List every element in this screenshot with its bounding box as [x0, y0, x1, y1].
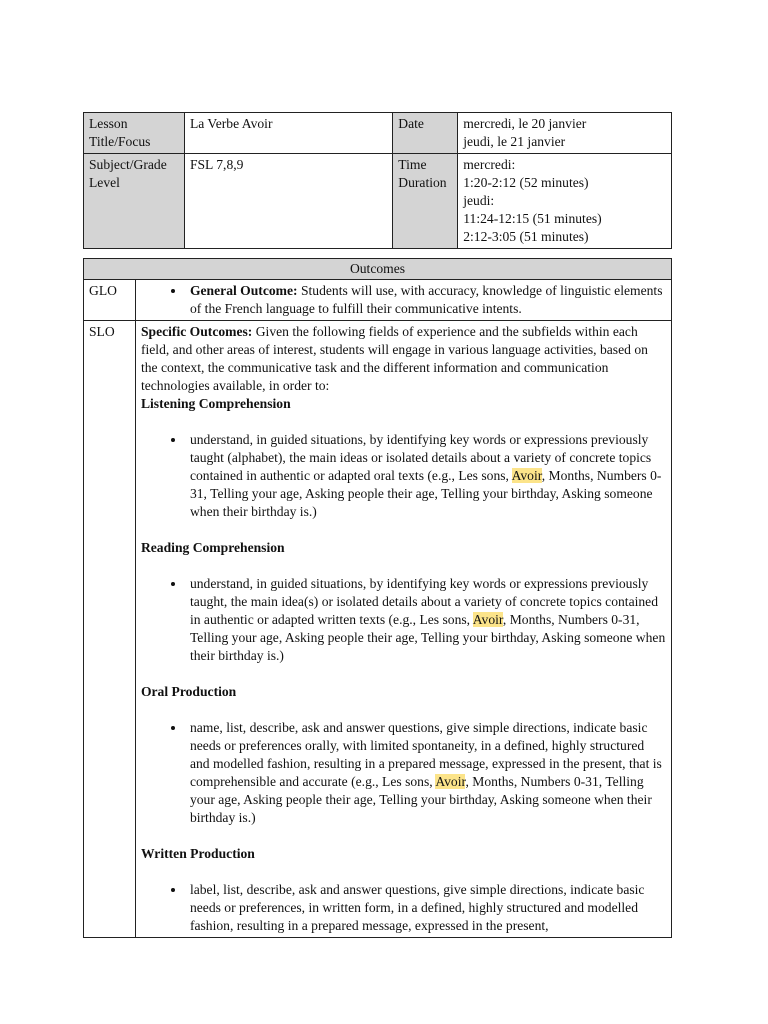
date-value: mercredi, le 20 janvier jeudi, le 21 janvier [458, 113, 672, 154]
subject-label: Subject/Grade Level [84, 154, 185, 249]
outcomes-header: Outcomes [84, 259, 672, 280]
time-label: Time Duration [393, 154, 458, 249]
reading-list [141, 575, 666, 665]
glo-content [135, 280, 671, 321]
reading-item: • understand, in guided situations, by identifying key words or expressions previously taught, the main idea(s) or isolated details about a variety of concrete topics contained in authentic or adapted written texts (e.g., Les sons, Avoir, Months, Numbers 0-31, Telling your age, Asking people their age, Telling your birthday, Asking someone when their birthday is.) [186, 575, 666, 665]
glo-item [186, 282, 666, 318]
slo-row [84, 321, 672, 938]
slo-intro-text: Given the following fields of experience and the subfields within each field, and other areas of interest, students will engage in various language activities, based on the context, the communicative task and the different information and communication technologies available, in order to: [140, 324, 648, 393]
slo-intro [141, 323, 666, 395]
subject-value: FSL 7,8,9 [184, 154, 392, 249]
subject-row [84, 154, 672, 249]
oral-heading: Oral Production [140, 684, 237, 699]
lesson-title-label: Lesson Title/Focus [84, 113, 185, 154]
listening-item: • understand, in guided situations, by identifying key words or expressions previously taught (alphabet), the main ideas or isolated details about a variety of concrete topics contained in authentic or adapted oral texts (e.g., Les sons, Avoir, Months, Numbers 0-31, Telling your age, Asking people their age, Telling your birthday, Asking someone when their birthday is.) [186, 431, 666, 521]
slo-content [135, 321, 671, 938]
written-heading: Written Production [140, 846, 255, 861]
written-list [141, 881, 666, 935]
glo-list [141, 282, 666, 318]
lesson-info-table [83, 112, 672, 249]
highlight-avoir: Avoir [511, 468, 542, 483]
written-item: • label, list, describe, ask and answer questions, give simple directions, indicate basic needs or preferences, in written form, in a defined, highly structured and modelled fashion, resulting in a prepared message, expressed in the present, [186, 881, 666, 935]
time-value: mercredi: 1:20-2:12 (52 minutes) jeudi: 11:24-12:15 (51 minutes) 2:12-3:05 (51 minutes) [458, 154, 672, 249]
oral-item: • name, list, describe, ask and answer questions, give simple directions, indicate basic needs or preferences orally, with limited spontaneity, in a defined, highly structured and modelled fashion, resulting in a prepared message, expressed in the present, that is comprehensible and accurate (e.g., Les sons, Avoir, Months, Numbers 0-31, Telling your age, Asking people their age, Telling your birthday, Asking someone when their birthday is.) [186, 719, 666, 827]
highlight-avoir: Avoir [435, 774, 466, 789]
reading-heading: Reading Comprehension [140, 540, 285, 555]
glo-label: GLO [84, 280, 136, 321]
lesson-title-row [84, 113, 672, 154]
outcomes-header-row [84, 259, 672, 280]
glo-text: Students will use, with accuracy, knowledge of linguistic elements of the French language to fulfill their communicative intents. [189, 283, 663, 316]
lesson-title-value: La Verbe Avoir [184, 113, 392, 154]
listening-list [141, 431, 666, 521]
highlight-avoir: Avoir [472, 612, 503, 627]
slo-label: SLO [84, 321, 136, 938]
glo-bold-label: General Outcome: [189, 283, 298, 298]
glo-row [84, 280, 672, 321]
slo-bold-label: Specific Outcomes: [140, 324, 253, 339]
date-label: Date [393, 113, 458, 154]
listening-heading: Listening Comprehension [140, 396, 291, 411]
oral-list [141, 719, 666, 827]
outcomes-table [83, 258, 672, 938]
